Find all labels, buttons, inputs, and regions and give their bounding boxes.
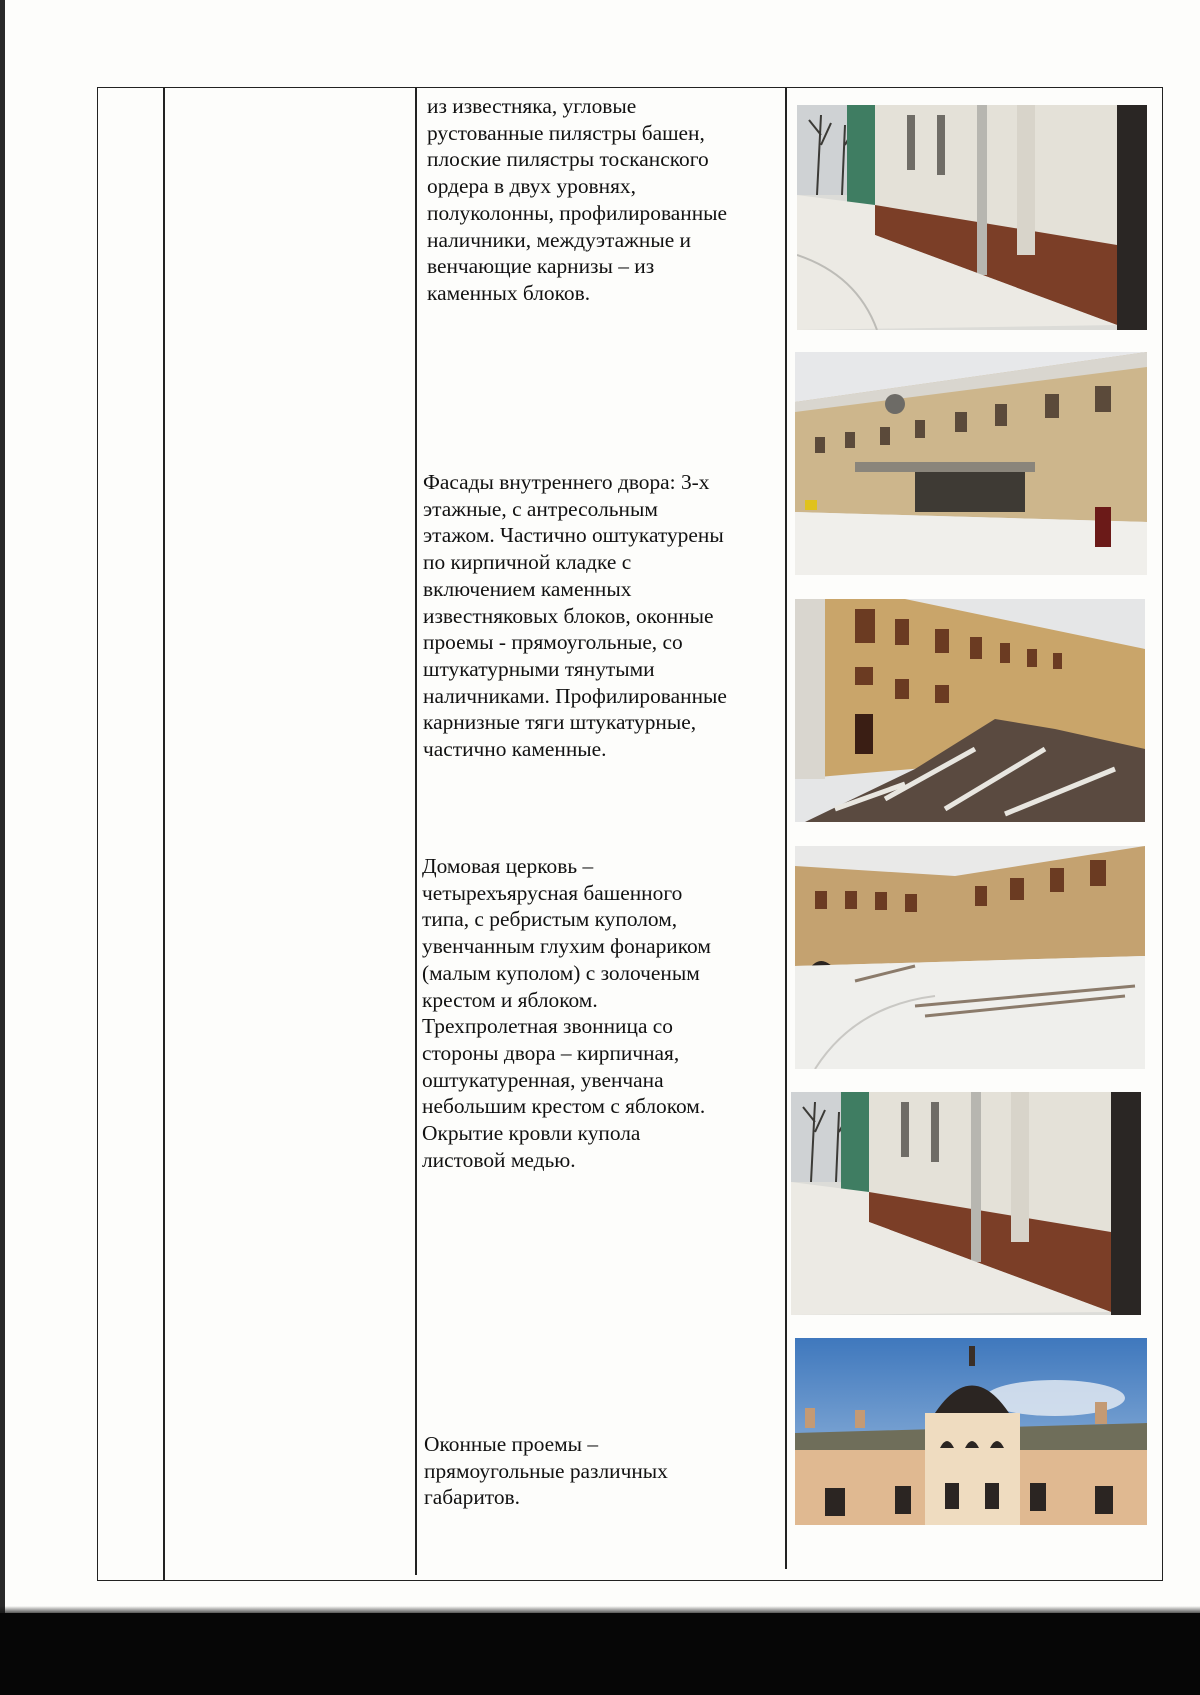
description-house-church: Домовая церковь – четырехъярусная башенного типа, с ребристым куполом, увенчанным глухим фонариком (малым куполом) с золоченым крестом и яблоком. Трехпролетная звонница со стороны двора – кирпичная, оштукатуренная, увенчана небольшим крестом с яблоком. Окрытие кровли купола листовой медью. xyxy=(422,854,711,1172)
description-courtyard-facades: Фасады внутреннего двора: 3-х этажные, с антресольным этажом. Частично оштукатурены по кирпичной кладке с включением каменных известняковых блоков, оконные проемы - прямоугольные, со штукатурными тянутыми наличниками. Профилированные карнизные тяги штукатурные, частично каменные. xyxy=(423,470,727,762)
column-divider-2 xyxy=(415,87,417,1575)
scan-bottom-black-bar xyxy=(0,1613,1200,1695)
description-window-openings: Оконные проемы – прямоугольные различных габаритов. xyxy=(424,1432,668,1510)
description-facade-materials: из известняка, угловые рустованные пилястры башен, плоские пилястры тосканского ордера в двух уровнях, полуколонны, профилированные наличники, междуэтажные и венчающие карнизы – из каменных блоков. xyxy=(427,94,728,305)
facade-corner-photo xyxy=(797,105,1147,330)
scan-edge-shadow xyxy=(0,0,5,1620)
column-divider-1 xyxy=(163,87,165,1581)
facade-corner-photo-2 xyxy=(791,1092,1141,1315)
column-divider-3 xyxy=(785,87,787,1569)
courtyard-facade-photo xyxy=(795,352,1147,575)
courtyard-snow-photo xyxy=(795,846,1145,1069)
church-dome-photo xyxy=(795,1338,1147,1525)
courtyard-debris-photo xyxy=(795,599,1145,822)
